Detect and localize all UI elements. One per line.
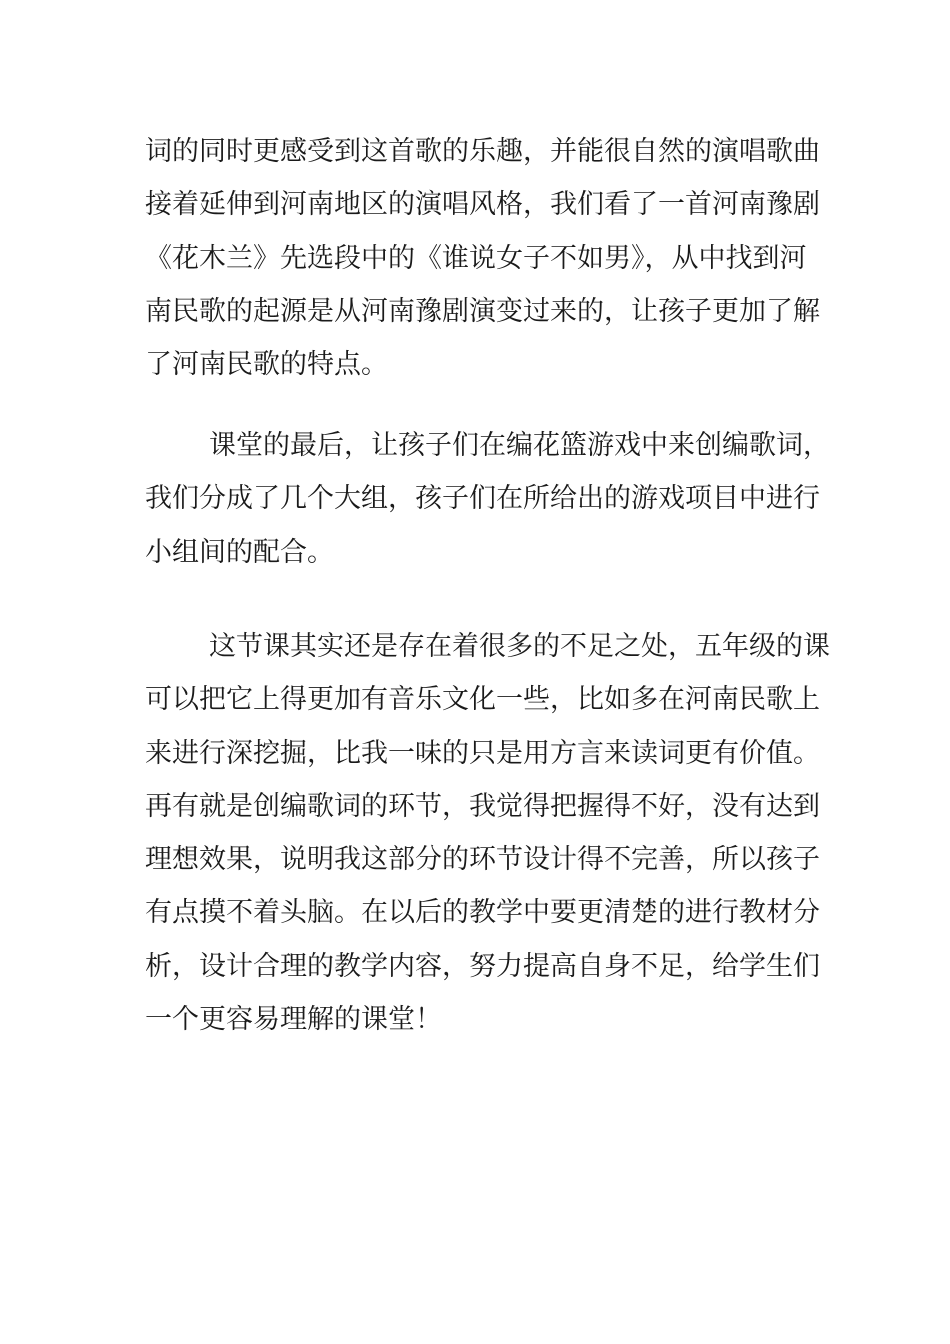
text-line: 这节课其实还是存在着很多的不足之处，五年级的课 bbox=[209, 631, 830, 662]
text-line: 词的同时更感受到这首歌的乐趣，并能很自然的演唱歌曲 bbox=[145, 136, 820, 167]
text-line: 小组间的配合。 bbox=[145, 536, 334, 568]
text-line: 我们分成了几个大组，孩子们在所给出的游戏项目中进行 bbox=[145, 483, 820, 515]
text-line: 析，设计合理的教学内容，努力提高自身不足，给学生们 bbox=[145, 950, 820, 982]
text-line: 课堂的最后，让孩子们在编花篮游戏中来创编歌词， bbox=[209, 430, 830, 461]
text-line: 接着延伸到河南地区的演唱风格，我们看了一首河南豫剧 bbox=[145, 189, 820, 221]
text-line: 来进行深挖掘，比我一味的只是用方言来读词更有价值。 bbox=[145, 737, 820, 769]
text-line: 有点摸不着头脑。在以后的教学中要更清楚的进行教材分 bbox=[145, 897, 820, 929]
paragraph-2 bbox=[145, 419, 830, 579]
text-line: 理想效果，说明我这部分的环节设计得不完善，所以孩子 bbox=[145, 844, 820, 876]
text-line: 一个更容易理解的课堂！ bbox=[145, 1004, 442, 1036]
paragraph-3 bbox=[145, 620, 830, 1046]
text-line: 可以把它上得更加有音乐文化一些，比如多在河南民歌上 bbox=[145, 684, 820, 716]
text-line: 了河南民歌的特点。 bbox=[145, 349, 388, 381]
text-line: 再有就是创编歌词的环节，我觉得把握得不好，没有达到 bbox=[145, 790, 820, 822]
paragraph-1 bbox=[145, 125, 820, 391]
text-line: 南民歌的起源是从河南豫剧演变过来的，让孩子更加了解 bbox=[145, 295, 820, 327]
text-line: 《花木兰》先选段中的《谁说女子不如男》，从中找到河 bbox=[145, 242, 807, 274]
